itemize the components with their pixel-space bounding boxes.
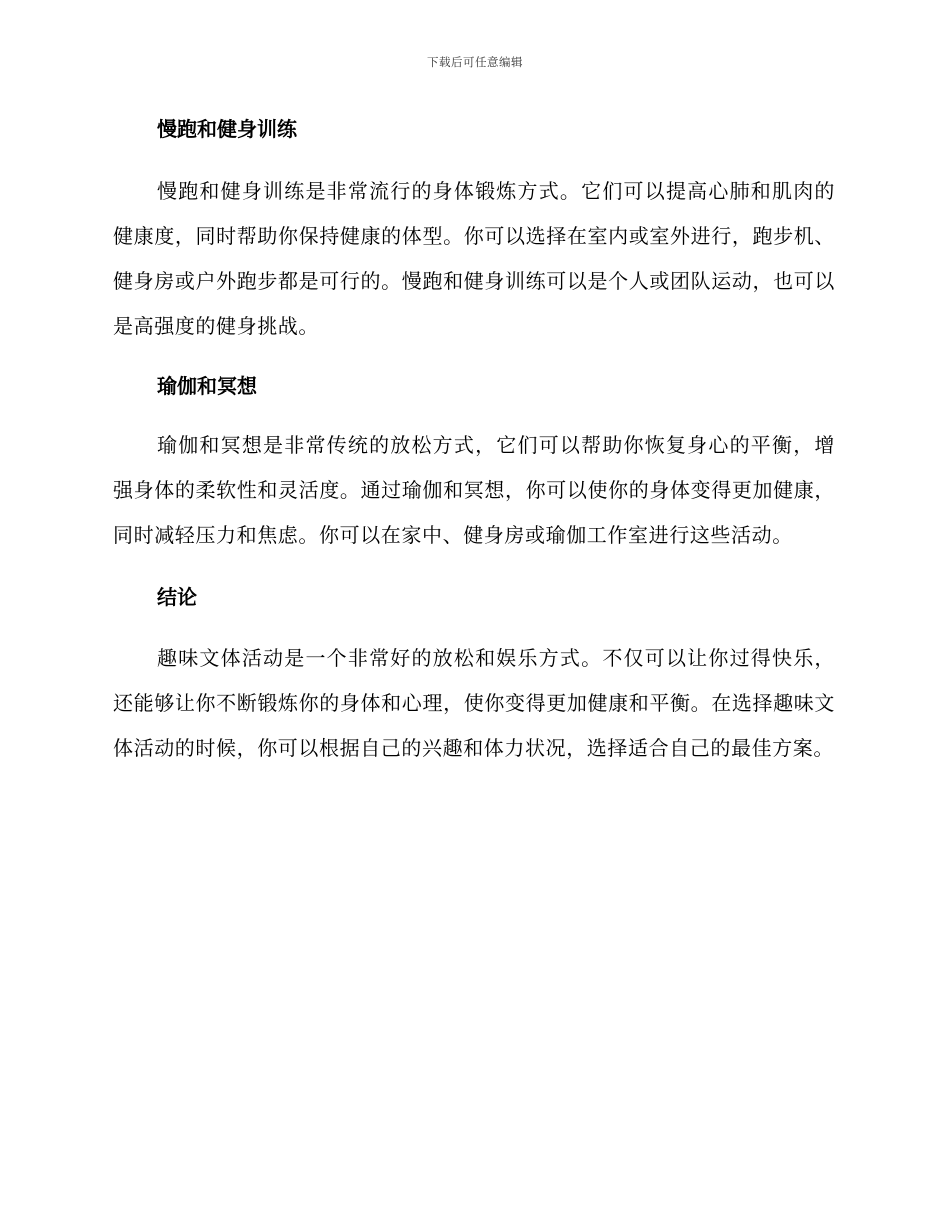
section-heading-jogging: 慢跑和健身训练 (157, 117, 297, 141)
section-paragraph-yoga: 瑜伽和冥想是非常传统的放松方式，它们可以帮助你恢复身心的平衡，增强身体的柔软性和灵活度。通过瑜伽和冥想，你可以使你的身体变得更加健康，同时减轻压力和焦虑。你可以在家中、健身房或瑜伽工作室进行这些活动。 (113, 433, 835, 547)
section-paragraph-conclusion: 趣味文体活动是一个非常好的放松和娱乐方式。不仅可以让你过得快乐，还能够让你不断锻炼你的身体和心理，使你变得更加健康和平衡。在选择趣味文体活动的时候，你可以根据自己的兴趣和体力状况，选择适合自己的最佳方案。 (113, 646, 835, 760)
section-heading-conclusion: 结论 (157, 585, 197, 609)
section-heading-yoga: 瑜伽和冥想 (157, 374, 257, 398)
document-body (113, 113, 835, 771)
header-note: 下载后可任意编辑 (427, 55, 523, 69)
section-paragraph-jogging: 慢跑和健身训练是非常流行的身体锻炼方式。它们可以提高心肺和肌肉的健康度，同时帮助你保持健康的体型。你可以选择在室内或室外进行，跑步机、健身房或户外跑步都是可行的。慢跑和健身训练可以是个人或团队运动，也可以是高强度的健身挑战。 (113, 179, 835, 338)
